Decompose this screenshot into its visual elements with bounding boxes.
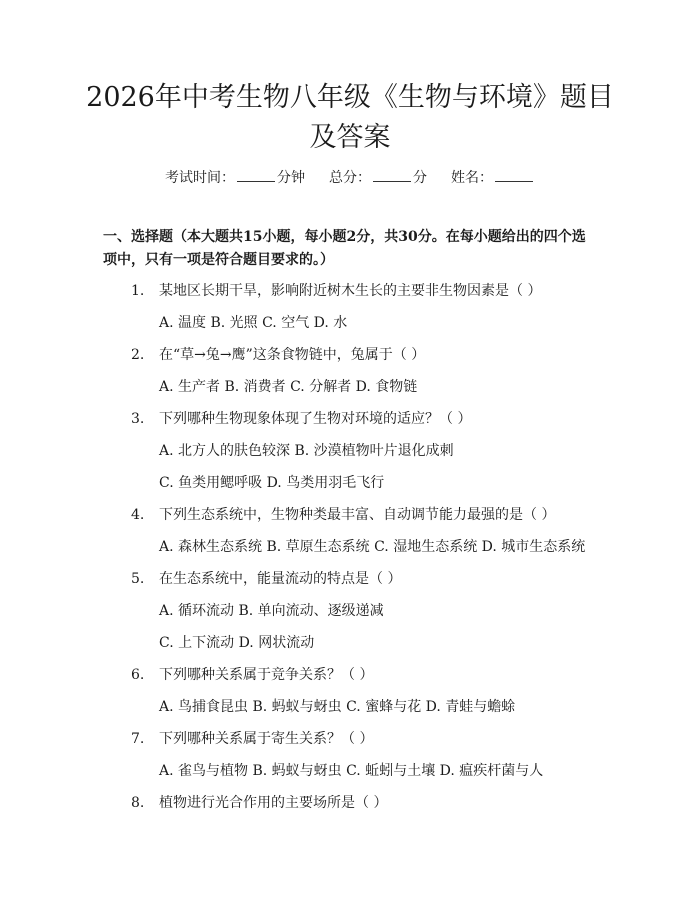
question-6 [131, 665, 373, 685]
section-heading [103, 226, 603, 272]
question-number: 5. [131, 571, 145, 587]
question-4 [131, 505, 555, 525]
question-5-options-line-2: C. 上下流动 D. 网状流动 [159, 635, 315, 651]
question-text: 某地区长期干旱，影响附近树木生长的主要非生物因素是（ ） [159, 283, 542, 299]
question-5 [131, 569, 401, 589]
question-number: 4. [131, 507, 145, 523]
score-blank [373, 167, 411, 182]
exam-info-line [0, 167, 700, 188]
question-1 [131, 281, 541, 301]
page-title [60, 78, 640, 158]
question-number: 2. [131, 347, 145, 363]
question-text: 在“草→兔→鹰”这条食物链中，兔属于（ ） [159, 347, 426, 363]
question-text: 下列哪种关系属于寄生关系？（ ） [159, 731, 374, 747]
name-label: 姓名： [451, 170, 493, 186]
question-text: 下列哪种关系属于竞争关系？（ ） [159, 667, 374, 683]
score-label: 总分： [329, 170, 371, 186]
time-unit: 分钟 [277, 170, 305, 186]
question-5-options-line-1: A. 循环流动 B. 单向流动、逐级递减 [159, 603, 384, 619]
question-4-options: A. 森林生态系统 B. 草原生态系统 C. 湿地生态系统 D. 城市生态系统 [159, 539, 586, 555]
question-text: 下列生态系统中，生物种类最丰富、自动调节能力最强的是（ ） [159, 507, 556, 523]
question-number: 8. [131, 795, 145, 811]
question-text: 下列哪种生物现象体现了生物对环境的适应？（ ） [159, 411, 472, 427]
title-line-2: 及答案 [309, 122, 391, 153]
time-label: 考试时间： [165, 170, 235, 186]
question-2-options: A. 生产者 B. 消费者 C. 分解者 D. 食物链 [159, 379, 418, 395]
question-number: 6. [131, 667, 145, 683]
question-3-options-line-1: A. 北方人的肤色较深 B. 沙漠植物叶片退化成刺 [159, 443, 454, 459]
title-line-1: 2026年中考生物八年级《生物与环境》题目 [86, 82, 614, 113]
question-text: 在生态系统中，能量流动的特点是（ ） [159, 571, 402, 587]
question-number: 3. [131, 411, 145, 427]
question-number: 1. [131, 283, 145, 299]
question-number: 7. [131, 731, 145, 747]
question-6-options: A. 鸟捕食昆虫 B. 蚂蚁与蚜虫 C. 蜜蜂与花 D. 青蛙与蟾蜍 [159, 699, 516, 715]
question-3-options-line-2: C. 鱼类用鳃呼吸 D. 鸟类用羽毛飞行 [159, 475, 385, 491]
question-1-options: A. 温度 B. 光照 C. 空气 D. 水 [159, 315, 348, 331]
question-2 [131, 345, 425, 365]
name-blank [495, 167, 533, 182]
question-8 [131, 793, 387, 813]
question-7 [131, 729, 373, 749]
question-3 [131, 409, 471, 429]
section-heading-line-1: 一、选择题（本大题共15小题，每小题2分，共30分。在每小题给出的四个选 [103, 229, 586, 245]
question-text: 植物进行光合作用的主要场所是（ ） [159, 795, 388, 811]
question-7-options: A. 雀鸟与植物 B. 蚂蚁与蚜虫 C. 蚯蚓与土壤 D. 瘟疾杆菌与人 [159, 763, 544, 779]
score-unit: 分 [413, 170, 427, 186]
section-heading-line-2: 项中，只有一项是符合题目要求的。） [103, 252, 334, 268]
time-blank [237, 167, 275, 182]
